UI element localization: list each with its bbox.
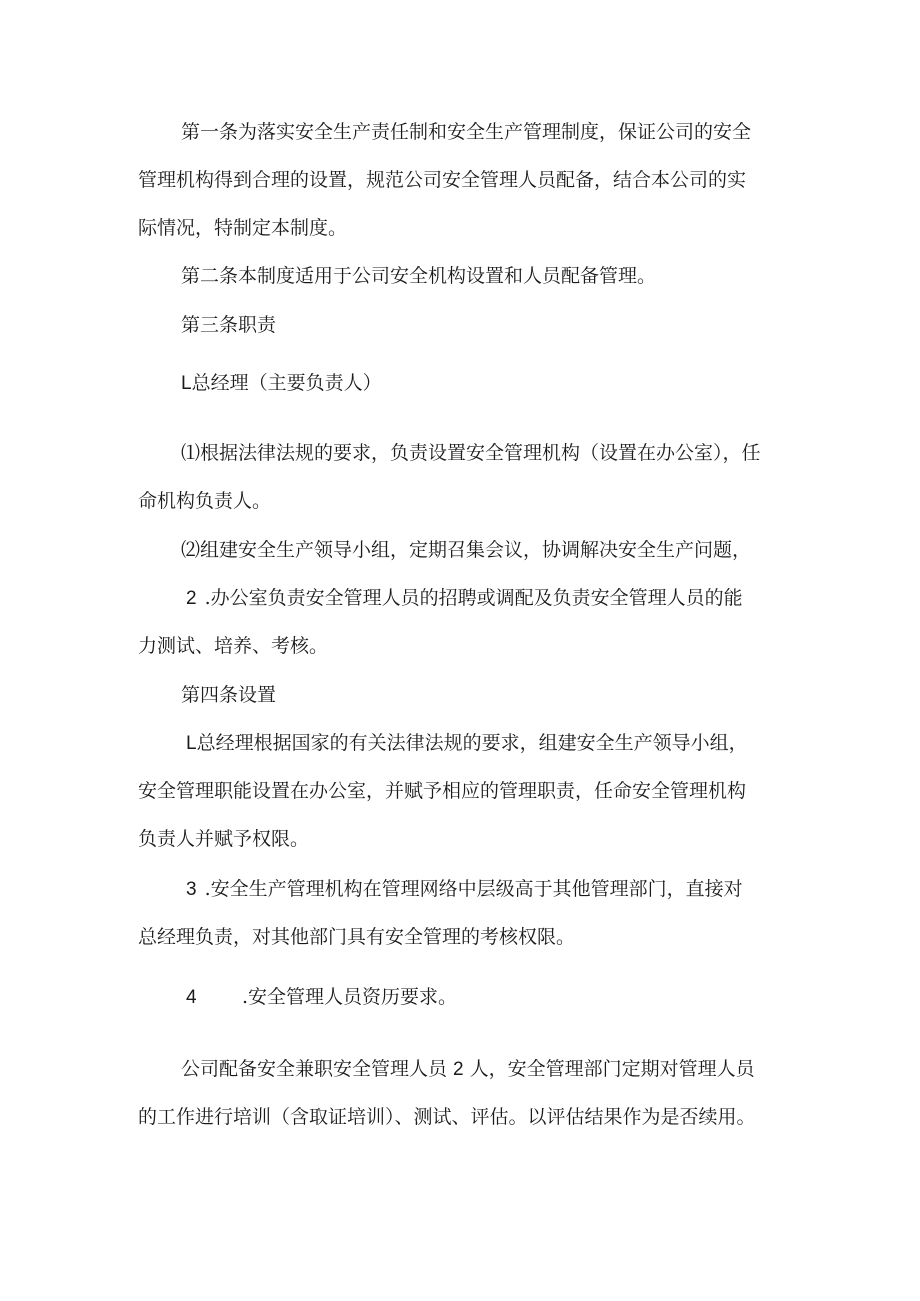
staffing-count: 2 — [453, 1059, 464, 1080]
article4-item4-text: .安全管理人员资历要求。 — [242, 986, 458, 1008]
article4-item3-text: .安全生产管理机构在管理网络中层级高于其他管理部门，直接对 — [204, 878, 743, 900]
article3-item1-title: 总经理（主要负责人） — [191, 372, 382, 394]
article4-item4-line1 — [186, 985, 457, 1009]
article3-item1 — [181, 371, 382, 395]
article4-item3-number: 3 — [186, 879, 197, 900]
article4-item1-text: 总经理根据国家的有关法律法规的要求，组建安全生产领导小组， — [196, 732, 748, 754]
article3-sub1-line2: 命机构负责人。 — [138, 490, 272, 512]
staffing-text-a: 公司配备安全兼职安全管理人员 — [181, 1058, 448, 1080]
article1-line2: 管理机构得到合理的设置，规范公司安全管理人员配备，结合本公司的实 — [138, 169, 747, 191]
article3-sub1-line1: ⑴根据法律法规的要求，负责设置安全管理机构（设置在办公室），任 — [181, 442, 761, 464]
article3-item2-line2: 力测试、培养、考核。 — [138, 635, 329, 657]
article1-line1: 第一条为落实安全生产责任制和安全生产管理制度，保证公司的安全 — [181, 121, 752, 143]
article4-heading: 第四条设置 — [181, 684, 277, 706]
article2-line1: 第二条本制度适用于公司安全机构设置和人员配备管理。 — [181, 265, 657, 287]
article4-item1-line1 — [186, 731, 748, 755]
article4-staffing-line2: 的工作进行培训（含取证培训）、测试、评估。以评估结果作为是否续用。 — [138, 1106, 756, 1128]
article3-item2-number: 2 — [186, 588, 197, 609]
article4-item3-line2: 总经理负责，对其他部门具有安全管理的考核权限。 — [138, 926, 576, 948]
staffing-text-b: 人，安全管理部门定期对管理人员 — [469, 1058, 755, 1080]
article3-item1-number: L — [181, 373, 192, 394]
article3-item2-line1 — [186, 586, 743, 610]
article4-item1-number: L — [186, 733, 197, 754]
article3-item2-text: .办公室负责安全管理人员的招聘或调配及负责安全管理人员的能 — [204, 587, 743, 609]
article4-item1-line2: 安全管理职能设置在办公室，并赋予相应的管理职责，任命安全管理机构 — [138, 780, 747, 802]
article1-line3: 际情况，特制定本制度。 — [138, 217, 348, 239]
article4-item1-line3: 负责人并赋予权限。 — [138, 828, 310, 850]
article3-sub2-line1: ⑵组建安全生产领导小组，定期召集会议，协调解决安全生产问题， — [181, 539, 752, 561]
article4-item4-number: 4 — [186, 987, 197, 1008]
article4-item3-line1 — [186, 877, 743, 901]
article3-heading: 第三条职责 — [181, 314, 277, 336]
article4-staffing-line1 — [181, 1057, 755, 1081]
